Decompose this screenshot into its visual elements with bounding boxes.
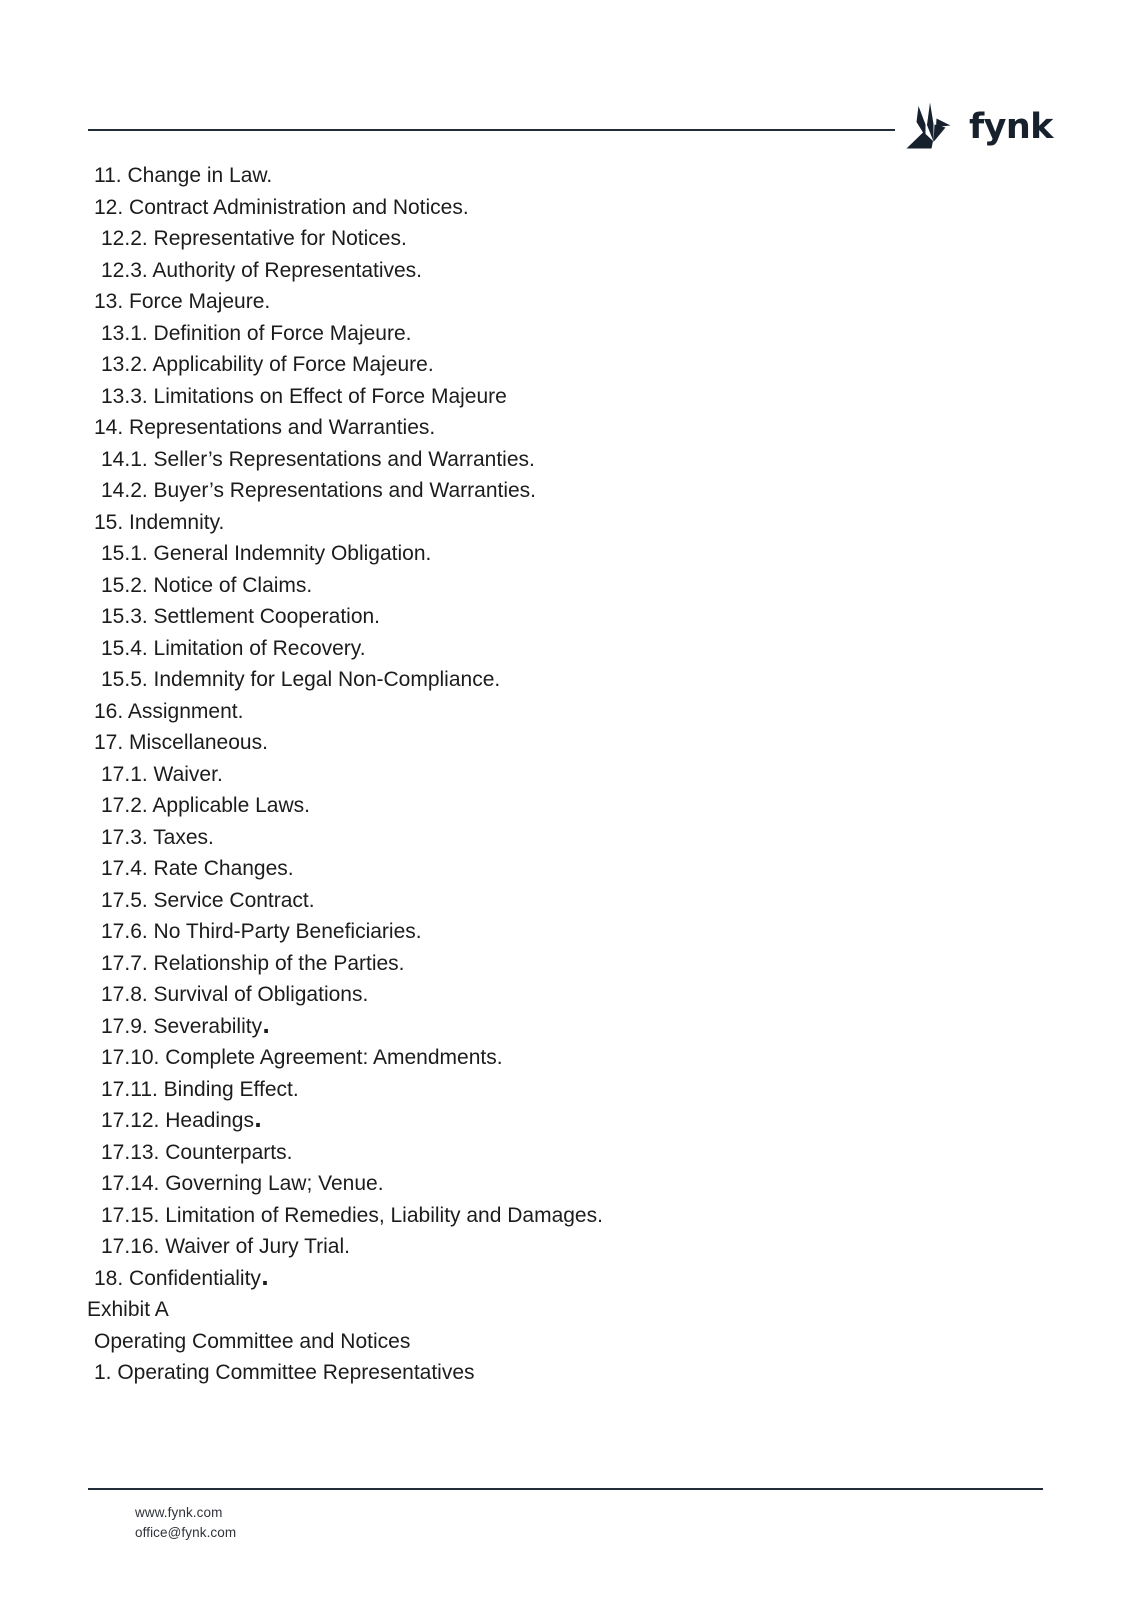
toc-entry[interactable]: Exhibit A bbox=[87, 1298, 169, 1321]
header-divider bbox=[88, 129, 895, 131]
toc-entry[interactable]: 17.15. Limitation of Remedies, Liability and Damages. bbox=[101, 1203, 603, 1227]
toc-entry[interactable]: 17.8. Survival of Obligations. bbox=[101, 983, 369, 1006]
toc-entry[interactable]: 17.5. Service Contract. bbox=[101, 888, 315, 912]
footer-divider bbox=[88, 1488, 1043, 1490]
toc-entry[interactable]: 12.2. Representative for Notices. bbox=[101, 227, 407, 250]
toc-entry[interactable]: 17. Miscellaneous. bbox=[94, 731, 268, 754]
toc-entry[interactable]: 14.2. Buyer’s Representations and Warranties. bbox=[101, 479, 537, 502]
period-glyph: . bbox=[262, 1013, 271, 1038]
toc-entry[interactable]: 17.12. Headings. bbox=[101, 1108, 262, 1132]
toc-entry[interactable]: 17.6. No Third-Party Beneficiaries. bbox=[101, 920, 422, 943]
toc-entry[interactable]: 17.3. Taxes. bbox=[101, 825, 214, 849]
toc-entry[interactable]: 13.1. Definition of Force Majeure. bbox=[101, 321, 412, 345]
toc-entry[interactable]: 18. Confidentiality. bbox=[94, 1265, 269, 1290]
toc-entry[interactable]: 1. Operating Committee Representatives bbox=[94, 1361, 475, 1384]
toc-entry[interactable]: 17.7. Relationship of the Parties. bbox=[101, 951, 405, 975]
toc-entry[interactable]: 14.1. Seller’s Representations and Warranties. bbox=[101, 447, 535, 471]
toc-entry[interactable]: 17.16. Waiver of Jury Trial. bbox=[101, 1235, 350, 1258]
page-footer bbox=[0, 1470, 1131, 1600]
toc-entry[interactable]: 15.5. Indemnity for Legal Non-Compliance. bbox=[101, 668, 501, 691]
footer-website[interactable]: www.fynk.com bbox=[135, 1505, 223, 1520]
toc-entry[interactable]: 17.4. Rate Changes. bbox=[101, 857, 294, 880]
toc-entry[interactable]: 13.3. Limitations on Effect of Force Majeure bbox=[101, 384, 507, 408]
period-glyph: . bbox=[253, 1108, 262, 1132]
toc-entry[interactable]: 12.3. Authority of Representatives. bbox=[101, 258, 423, 282]
toc-entry[interactable]: 15.4. Limitation of Recovery. bbox=[101, 636, 366, 660]
fynk-origami-bird-icon bbox=[900, 100, 962, 152]
fynk-wordmark: fynk bbox=[969, 106, 1053, 147]
toc-entry[interactable]: 15.1. General Indemnity Obligation. bbox=[101, 542, 432, 565]
page-header bbox=[0, 0, 1131, 170]
table-of-contents bbox=[0, 160, 1131, 1389]
period-glyph: . bbox=[260, 1265, 269, 1290]
toc-entry[interactable]: 17.1. Waiver. bbox=[101, 762, 223, 786]
fynk-logo bbox=[900, 96, 1053, 156]
toc-entry[interactable]: 17.11. Binding Effect. bbox=[101, 1077, 299, 1101]
toc-entry[interactable]: 14. Representations and Warranties. bbox=[94, 416, 436, 439]
footer-contact-block bbox=[135, 1503, 236, 1543]
toc-entry[interactable]: 13.2. Applicability of Force Majeure. bbox=[101, 353, 434, 376]
toc-entry[interactable]: Operating Committee and Notices bbox=[94, 1329, 411, 1353]
toc-entry[interactable]: 15. Indemnity. bbox=[94, 510, 225, 534]
toc-entry[interactable]: 17.13. Counterparts. bbox=[101, 1140, 293, 1164]
footer-email[interactable]: office@fynk.com bbox=[135, 1525, 237, 1540]
toc-entry[interactable]: 17.2. Applicable Laws. bbox=[101, 794, 310, 817]
toc-entry[interactable]: 16. Assignment. bbox=[94, 699, 244, 723]
toc-entry[interactable]: 12. Contract Administration and Notices. bbox=[94, 195, 469, 219]
toc-entry[interactable]: 17.9. Severability. bbox=[101, 1013, 271, 1038]
toc-entry[interactable]: 11. Change in Law. bbox=[94, 164, 273, 187]
toc-entry[interactable]: 17.10. Complete Agreement: Amendments. bbox=[101, 1046, 503, 1069]
toc-entry[interactable]: 15.3. Settlement Cooperation. bbox=[101, 605, 381, 628]
toc-entry[interactable]: 13. Force Majeure. bbox=[94, 290, 271, 313]
toc-entry[interactable]: 15.2. Notice of Claims. bbox=[101, 573, 313, 597]
toc-entry[interactable]: 17.14. Governing Law; Venue. bbox=[101, 1172, 384, 1195]
